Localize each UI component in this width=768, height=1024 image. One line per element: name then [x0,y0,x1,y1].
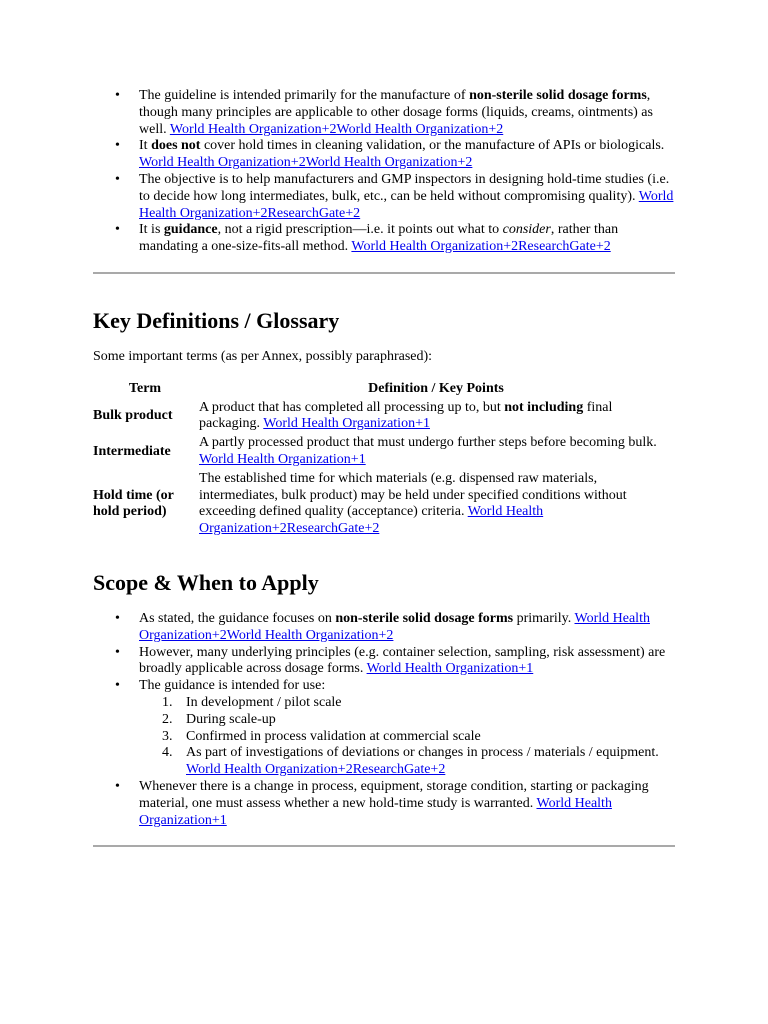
source-link[interactable]: World Health Organization+1 [199,451,366,467]
column-header-term: Term [128,380,162,396]
source-link[interactable]: World Health Organization+2World Health Organization+2 [139,155,473,171]
numbered-item-text: As part of investigations of deviations or changes in process / materials / equipment. [186,745,659,761]
source-link[interactable]: World Health Organization+1 [366,661,534,677]
source-link[interactable]: World Health Organization+1 [263,416,430,432]
bold-text: non-sterile solid dosage forms [335,610,514,626]
bold-text: does not [151,138,201,154]
bullet-text: It [139,138,152,154]
source-link[interactable]: World Health Organization+1 [139,795,612,828]
table-row [93,471,673,538]
source-link[interactable]: World Health Organization+2ResearchGate+2 [186,762,446,778]
source-link[interactable]: World Health Organization+2ResearchGate+2 [351,239,611,255]
definition-cell [199,400,673,434]
scope-bullet-list [93,611,675,829]
source-link[interactable]: World Health Organization+2ResearchGate+2 [139,188,674,221]
source-link[interactable]: World Health Organization+2ResearchGate+2 [199,504,544,537]
list-item [139,678,675,779]
term-cell: Hold time (or hold period) [93,487,174,520]
bullet-text: The objective is to help manufacturers and GMP inspectors in designing hold-time studies (i.e. to decide how long intermediates, bulk, etc., can be held without compromising quality). [139,171,670,204]
bold-text: not including [504,399,584,415]
definition-text: A product that has completed all processing up to, but [199,399,505,415]
bullet-text: However, many underlying principles (e.g. container selection, sampling, risk assessment) are broadly applicable across dosage forms. [139,644,666,677]
document-body [93,88,675,847]
bold-text: guidance [163,222,218,238]
definition-text: A partly processed product that must undergo further steps before becoming bulk. [199,435,657,451]
term-cell: Intermediate [93,443,171,459]
bullet-text: The guidance is intended for use: [139,678,326,694]
numbered-item: In development / pilot scale [186,694,342,710]
bullet-text: cover hold times in cleaning validation, or the manufacture of APIs or biologicals. [200,138,665,154]
source-link[interactable]: World Health Organization+2World Health Organization+2 [139,610,650,643]
bullet-text: As stated, the guidance focuses on [139,610,336,626]
glossary-table [91,379,675,540]
definition-text: final packaging. [199,399,613,432]
bullet-text: , rather than mandating a one-size-fits-all method. [139,222,619,255]
source-link[interactable]: World Health Organization+2World Health Organization+2 [169,121,504,137]
list-item [139,645,675,679]
italic-text: consider [502,222,551,238]
list-item [139,779,675,829]
numbered-item [186,745,675,779]
definition-cell [199,435,673,469]
section-heading-definitions: Key Definitions / Glossary [93,307,340,333]
definition-cell [199,471,673,538]
usage-stage-list [139,695,675,779]
list-item [139,222,675,256]
definition-text: The established time for which materials (e.g. dispensed raw materials, intermediates, bulk product) may be held under specified conditions without exceeding defined quality (acceptance) criteria. [199,470,627,520]
bullet-text: , though many principles are applicable to other dosage forms (liquids, creams, ointments) as well. [139,88,653,137]
table-row [93,435,673,469]
list-item [139,172,675,222]
bold-text: non-sterile solid dosage forms [469,88,647,103]
bullet-text: Whenever there is a change in process, equipment, storage condition, starting or packaging material, one must assess whether a new hold-time study is warranted. [139,778,649,811]
bullet-text: It is [139,222,164,238]
table-row [93,400,673,434]
list-item [139,138,675,172]
table-header-row [93,381,673,398]
section-heading-scope: Scope & When to Apply [93,569,319,595]
list-item [139,611,675,645]
numbered-item: During scale-up [186,711,276,727]
section-divider [93,845,675,847]
section-divider [93,272,675,274]
bullet-text: The guideline is intended primarily for the manufacture of [139,88,470,103]
section-lead: Some important terms (as per Annex, possibly paraphrased): [93,348,433,364]
numbered-item: Confirmed in process validation at commercial scale [186,728,481,744]
bullet-text: , not a rigid prescription—i.e. it points out what to [217,222,503,238]
intro-bullet-list [93,88,675,256]
bullet-text: primarily. [513,610,575,626]
list-item [139,88,675,138]
term-cell: Bulk product [93,407,173,423]
column-header-definition: Definition / Key Points [368,380,504,396]
